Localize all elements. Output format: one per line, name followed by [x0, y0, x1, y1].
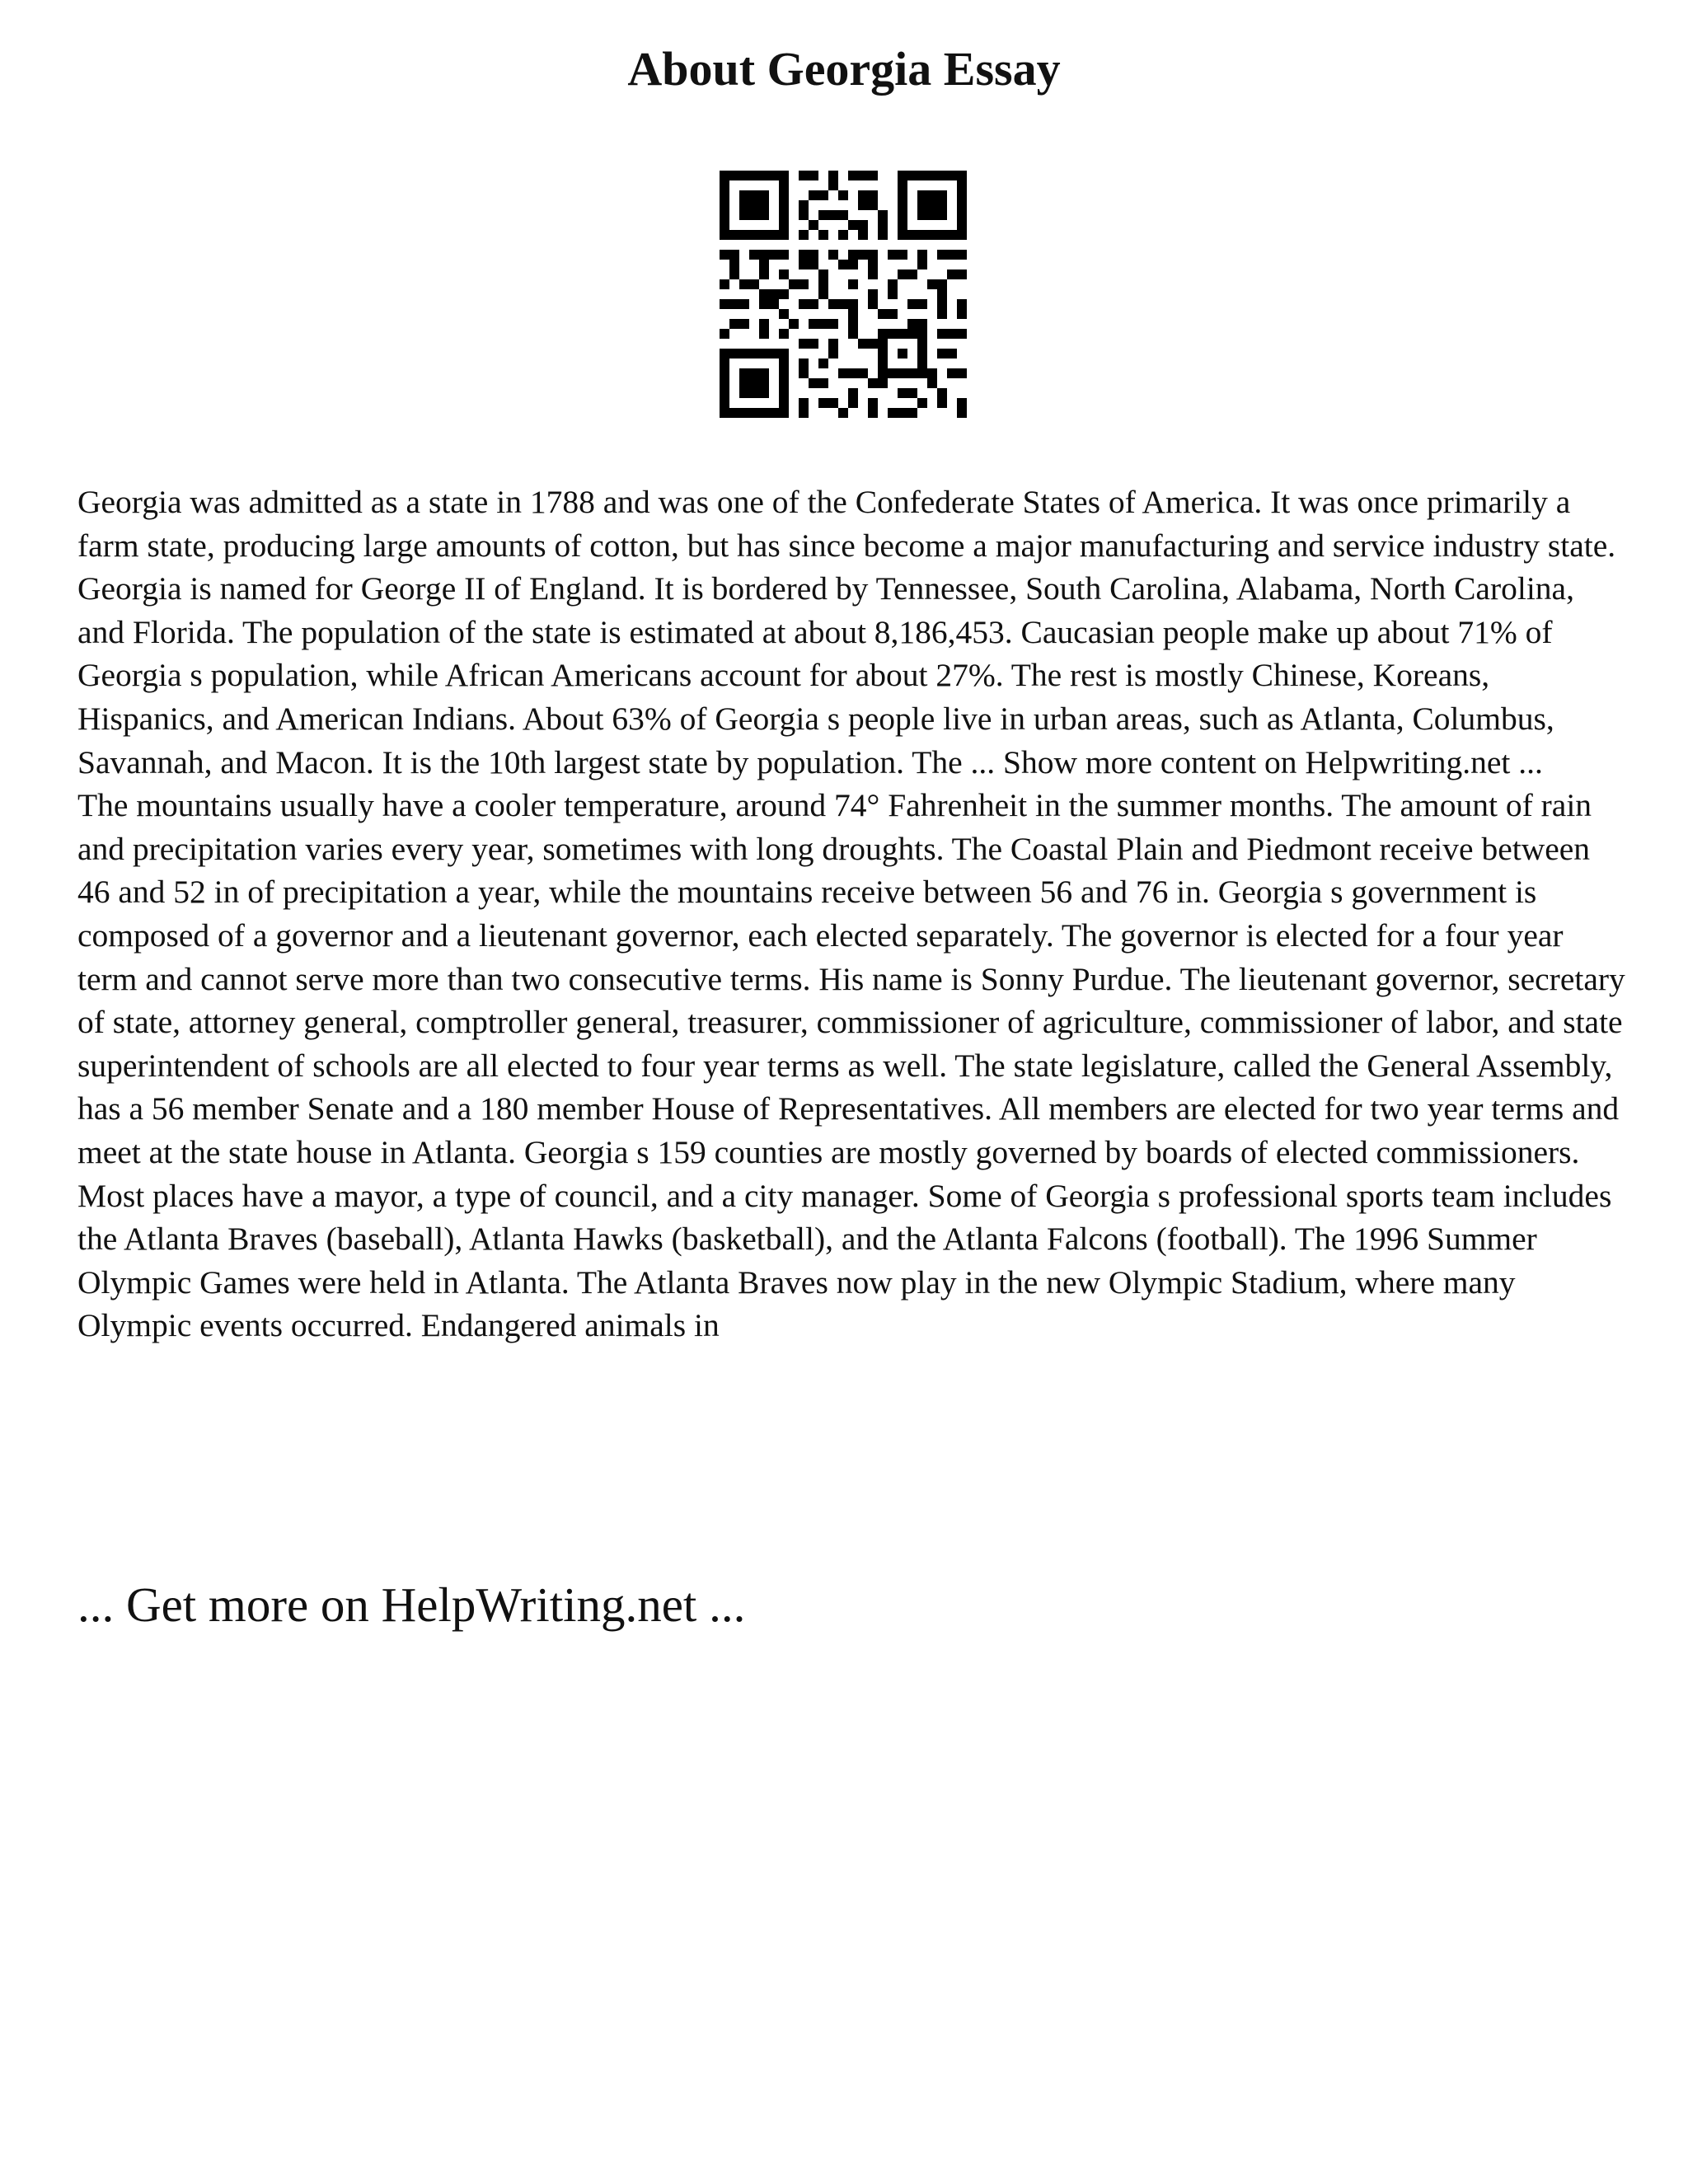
essay-paragraph: The mountains usually have a cooler temperature, around 74° Fahrenheit in the summer months. The amount of rain and precipitation varies every year, sometimes with long droughts. The Coastal Plain and Piedmont receive between 46 and 52 in of precipitation a year, while the mountains receive between 56 and 76 in. Georgia s government is composed of a governor and a lieutenant governor, each elected separately. The governor is elected for a four year term and cannot serve more than two consecutive terms. His name is Sonny Purdue. The lieutenant governor, secretary of state, attorney general, comptroller general, treasurer, commissioner of agriculture, commissioner of labor, and state superintendent of schools are all elected to four year terms as well. The state legislature, called the General Assembly, has a 56 member Senate and a 180 member House of Representatives. All members are elected for two year terms and meet at the state house in Atlanta. Georgia s 159 counties are mostly governed by boards of elected commissioners. Most places have a mayor, a type of council, and a city manager. Some of Georgia s professional sports team includes the Atlanta Braves (baseball), Atlanta Hawks (basketball), and the Atlanta Falcons (football). The 1996 Summer Olympic Games were held in Atlanta. The Atlanta Braves now play in the new Olympic Stadium, where many Olympic events occurred. Endangered animals in: [77, 787, 1625, 1344]
essay-body: [77, 480, 1627, 1347]
essay-paragraph: Georgia was admitted as a state in 1788 and was one of the Confederate States of America. It was once primarily a farm state, producing large amounts of cotton, but has since become a major manufacturing and service industry state. Georgia is named for George II of England. It is bordered by Tennessee, South Carolina, Alabama, North Carolina, and Florida. The population of the state is estimated at about 8,186,453. Caucasian people make up about 71% of Georgia s population, while African Americans account for about 27%. The rest is mostly Chinese, Koreans, Hispanics, and American Indians. About 63% of Georgia s people live in urban areas, such as Atlanta, Columbus, Savannah, and Macon. It is the 10th largest state by population. The ... Show more content on Helpwriting.net ...: [77, 484, 1616, 780]
get-more-link[interactable]: ... Get more on HelpWriting.net ...: [77, 1577, 746, 1632]
page-title: About Georgia Essay: [627, 42, 1061, 96]
qr-code-icon[interactable]: [720, 171, 967, 418]
